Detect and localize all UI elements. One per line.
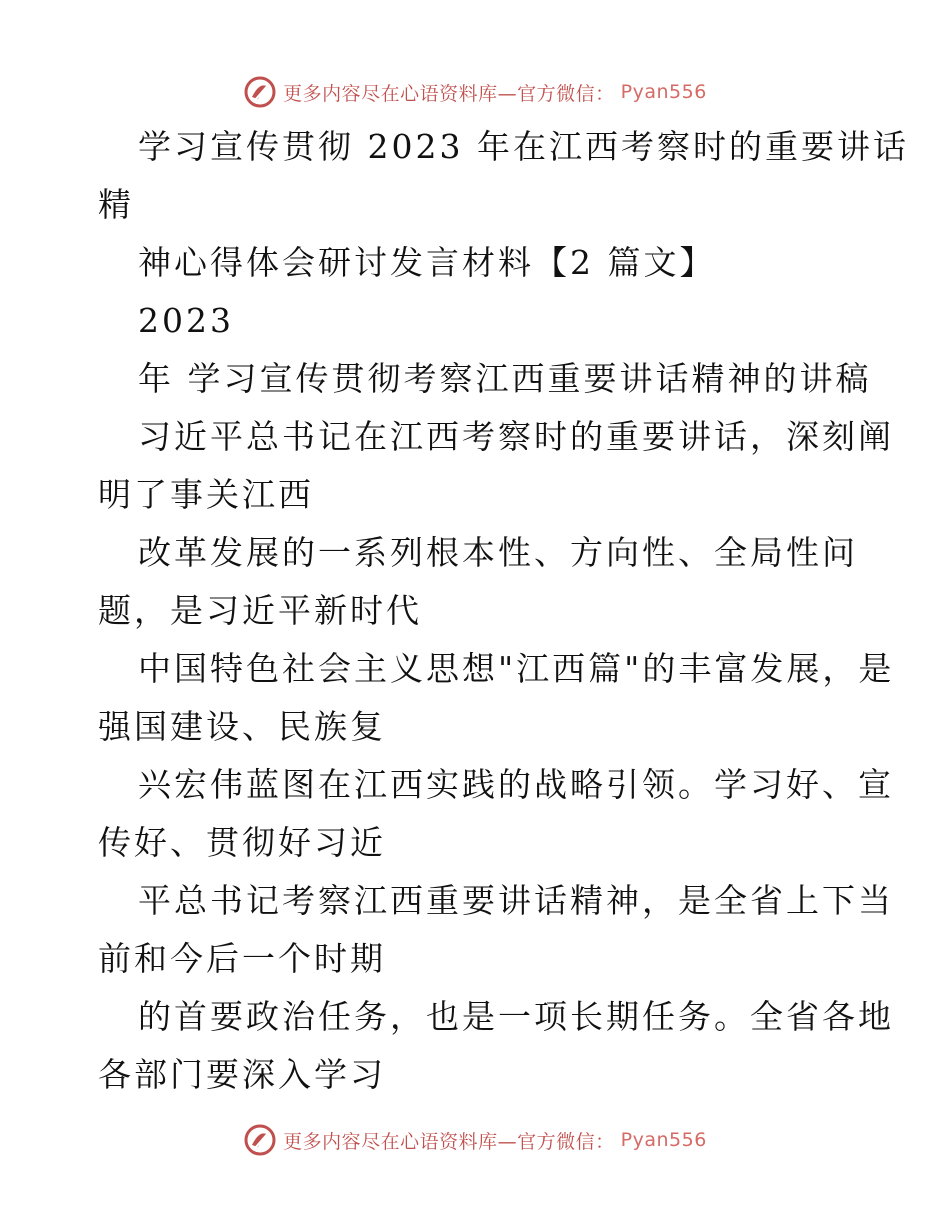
doc-title-line-3: 神心得体会研讨发言材料【2 篇文】 [138,243,716,282]
doc-paragraph-line: 改革发展的一系列根本性、方向性、全局性问 [138,533,858,572]
doc-paragraph-line: 兴宏伟蓝图在江西实践的战略引领。学习好、宣 [138,765,894,804]
watermark-group [243,75,707,109]
watermark-wechat-id: Pyan556 [620,81,707,103]
doc-paragraph-line: 各部门要深入学习 [98,1055,386,1094]
watermark-group [243,1123,707,1157]
doc-title-line-1: 学习宣传贯彻 2023 年在江西考察时的重要讲话 [138,127,909,166]
footer-watermark [0,1118,950,1162]
doc-title-line-2: 精 [98,185,134,224]
brand-logo-icon [243,1123,277,1157]
doc-paragraph-line: 平总书记考察江西重要讲话精神，是全省上下当 [138,881,894,920]
doc-paragraph-line: 传好、贯彻好习近 [98,823,386,862]
doc-paragraph-line: 题，是习近平新时代 [98,591,422,630]
doc-paragraph-line: 明了事关江西 [98,475,314,514]
doc-subtitle-line: 年 学习宣传贯彻考察江西重要讲话精神的讲稿 [138,359,872,398]
header-watermark [0,70,950,114]
doc-year-line: 2023 [138,301,234,340]
doc-paragraph-line: 强国建设、民族复 [98,707,386,746]
brand-logo-icon [243,75,277,109]
doc-paragraph-line: 习近平总书记在江西考察时的重要讲话，深刻阐 [138,417,894,456]
doc-paragraph-line: 前和今后一个时期 [98,939,386,978]
watermark-wechat-id: Pyan556 [620,1129,707,1151]
doc-paragraph-line: 中国特色社会主义思想"江西篇"的丰富发展，是 [138,649,895,688]
doc-paragraph-line: 的首要政治任务，也是一项长期任务。全省各地 [138,997,894,1036]
document-body [98,118,909,1104]
watermark-text: 更多内容尽在心语资料库—官方微信： [283,1130,615,1153]
watermark-text: 更多内容尽在心语资料库—官方微信： [283,82,615,105]
